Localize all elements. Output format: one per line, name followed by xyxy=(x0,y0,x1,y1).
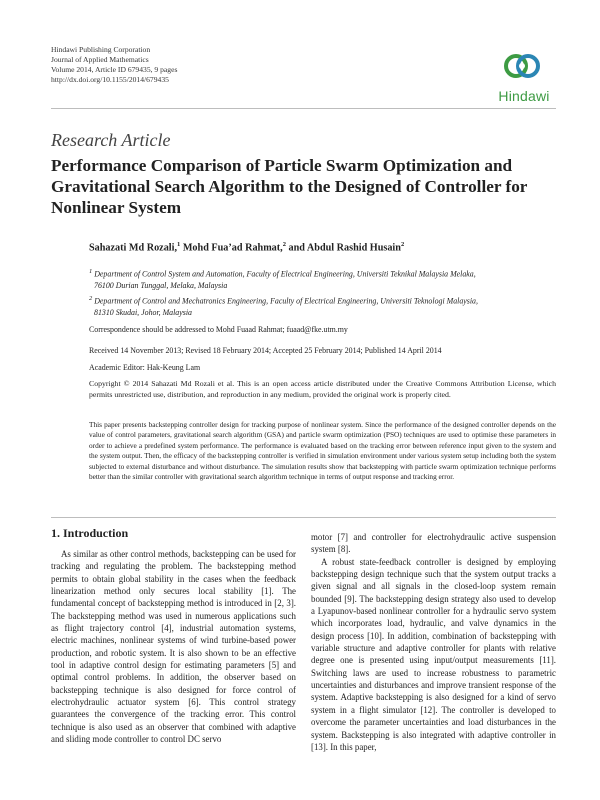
correspondence: Correspondence should be addressed to Mohd Fuaad Rahmat; fuaad@fke.utm.my xyxy=(89,325,348,334)
affiliation-2 xyxy=(89,293,559,318)
journal-name: Journal of Applied Mathematics xyxy=(51,55,149,64)
affiliation-line: Department of Control System and Automation, Faculty of Electrical Engineering, Universiti Teknikal Malaysia Melaka, xyxy=(94,269,476,279)
affiliation-line: Department of Control and Mechatronics Engineering, Faculty of Electrical Engineering, Universiti Teknologi Malaysia, xyxy=(94,296,478,306)
author-name: Mohd Fua’ad Rahmat, xyxy=(182,242,283,254)
author-affiliation-mark: 2 xyxy=(400,241,405,248)
abstract: This paper presents backstepping controller design for tracking purpose of nonlinear system. Since the performance of the designed controller depends on the value of control parameters, gravitational search algorithm (GSA) and particle swarm optimization (PSO) techniques are used to optimise these parameters in order to achieve a predefined system performance. The performance is evaluated based on the tracking error between reference input given to the system and the system output. Then, the efficacy of the backstepping controller is verified in simulation environment under various system setup including both the system subjected to external disturbance and without disturbance. The simulation results show that backstepping with particle swarm optimization technique performs better than the similar controller with gravitational search algorithm technique in terms of output response and tracking error. xyxy=(89,420,556,482)
journal-header xyxy=(51,45,177,85)
author-name: Sahazati Md Rozali, xyxy=(89,242,178,254)
body-column-left xyxy=(51,548,296,746)
affiliation-number: 1 xyxy=(89,268,93,275)
body-paragraph: motor [7] and controller for electrohydraulic active suspension system [8]. xyxy=(311,532,556,555)
affiliation-line: 81310 Skudai, Johor, Malaysia xyxy=(94,307,192,317)
header-divider xyxy=(51,108,556,109)
abstract-divider xyxy=(51,517,556,518)
volume-info: Volume 2014, Article ID 679435, 9 pages xyxy=(51,65,178,74)
body-paragraph: As similar as other control methods, backstepping can be used for tracking and regulating the problem. The backstepping method permits to obtain global stability in the cases when the feedback linearization method only secures local stability [1]. The fundamental concept of backstepping method is introduced in [2, 3]. The backstepping method was used in numerous applications such as flight trajectory control [4], industrial automation systems, electric machines, nonlinear systems of wind turbine-based power production, and robotic system. It is also shown to be an effective tool in adaptive control design for estimating parameters [5] and optimal control problems. In addition, the observer based on backstepping technique is also designed for force control of electrohydraulic actuator system [6]. This control strategy guarantees the convergence of the tracking error. This control technique is also used as an observer that combined with adaptive and sliding mode controller to control DC servo xyxy=(51,549,296,745)
author-affiliation-mark: 2 xyxy=(282,241,286,248)
article-type: Research Article xyxy=(51,130,171,150)
author-name: and Abdul Rashid Husain xyxy=(288,242,401,254)
section-heading: 1. Introduction xyxy=(51,526,129,540)
doi-link[interactable]: http://dx.doi.org/10.1155/2014/679435 xyxy=(51,75,169,84)
affiliation-number: 2 xyxy=(89,295,93,302)
paper-title: Performance Comparison of Particle Swarm Optimization and Gravitational Search Algorithm to the Designed of Controller for Nonlinear System xyxy=(51,156,528,217)
author-list xyxy=(89,241,404,253)
publication-dates: Received 14 November 2013; Revised 18 February 2014; Accepted 25 February 2014; Published 14 April 2014 xyxy=(89,346,442,355)
academic-editor: Academic Editor: Hak-Keung Lam xyxy=(89,363,201,372)
copyright-notice: Copyright © 2014 Sahazati Md Rozali et al. This is an open access article distributed under the Creative Commons Attribution License, which permits unrestricted use, distribution, and reproduction in any medium, provided the original work is properly cited. xyxy=(89,379,556,399)
publisher-name: Hindawi Publishing Corporation xyxy=(51,45,151,54)
hindawi-logo-text: Hindawi xyxy=(498,88,550,104)
affiliation-1 xyxy=(89,266,559,291)
author-affiliation-mark: 1 xyxy=(177,241,181,248)
body-column-right xyxy=(311,531,556,753)
body-paragraph: A robust state-feedback controller is designed by employing backstepping design technique such that the system output tracks a given signal and all signals in the closed-loop system remain bounded [9]. The backstepping design strategy also used to develop a Lyapunov-based nonlinear controller for a hydraulic servo system which incorporates load, hydraulic, and valve dynamics in the design process [10]. In addition, combination of backstepping with variable structure and adaptive controller for plants with relative degree one is presented using input/output measurements [11]. Switching laws are used to increase robustness to parametric uncertainties and disturbances and improve transient response of the system. Adaptive backstepping is also designed for a kind of servo system in a flight simulator [12]. The controller is developed to overcome the parameter uncertainties and load disturbances in the system. Backstepping is also integrated with adaptive controller in [13]. In this paper, xyxy=(311,556,556,752)
affiliation-line: 76100 Durian Tunggal, Melaka, Malaysia xyxy=(94,280,228,290)
